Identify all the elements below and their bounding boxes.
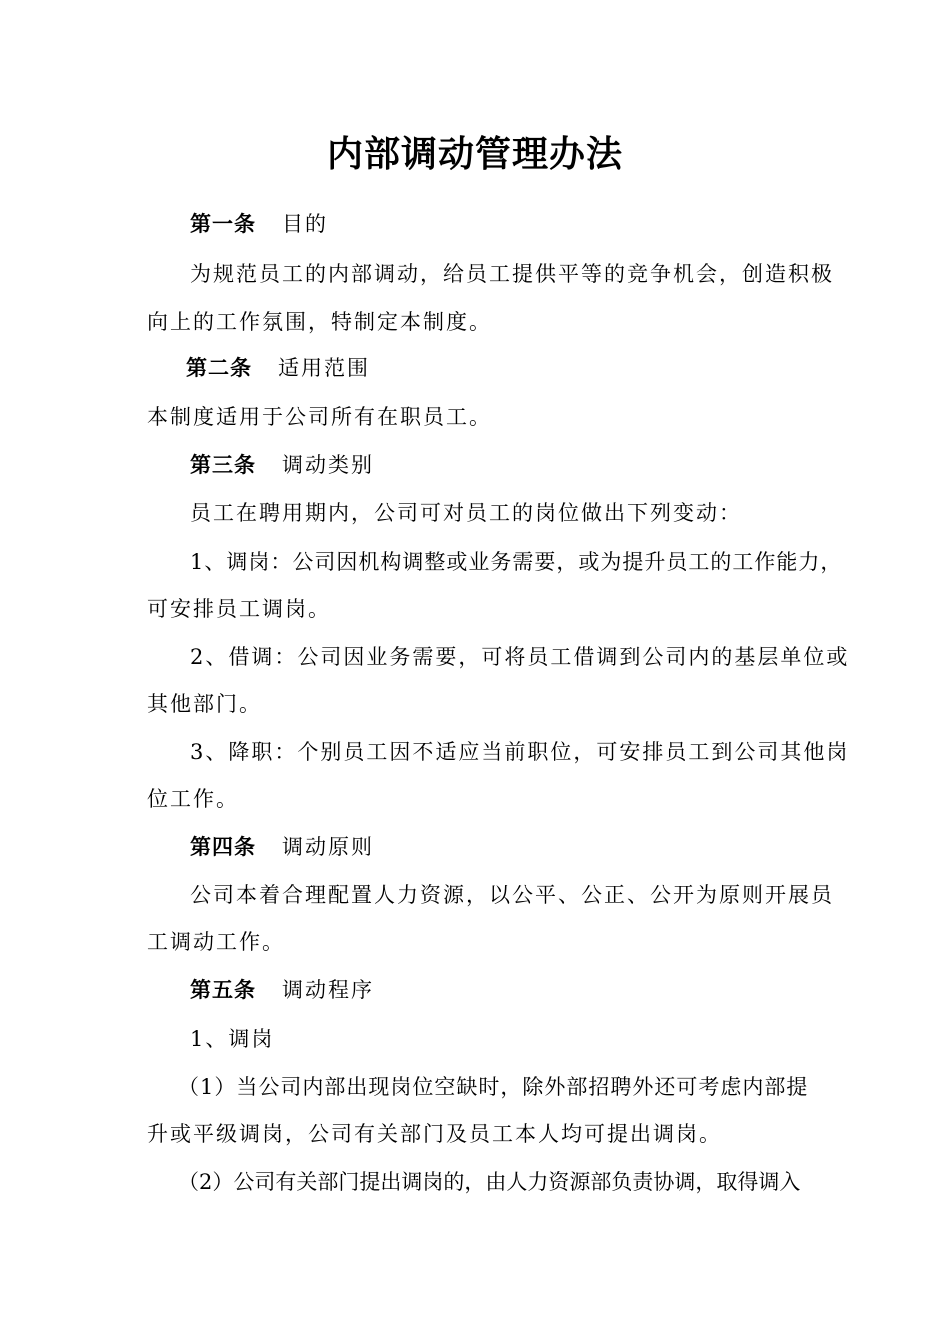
paragraph-line: 员工在聘用期内，公司可对员工的岗位做出下列变动： <box>190 501 742 525</box>
section-heading-5 <box>190 976 374 1004</box>
section-name: 调动类别 <box>282 453 374 477</box>
section-number: 第二条 <box>186 356 252 380</box>
paragraph-line: 公司本着合理配置人力资源，以公平、公正、公开为原则开展员 <box>190 883 834 907</box>
section-name: 调动原则 <box>282 835 374 859</box>
paragraph-line: 本制度适用于公司所有在职员工。 <box>147 405 492 429</box>
section-number: 第一条 <box>190 212 256 236</box>
paragraph-line: （1）当公司内部出现岗位空缺时，除外部招聘外还可考虑内部提 <box>178 1075 809 1099</box>
document-title: 内部调动管理办法 <box>326 134 623 175</box>
list-item-line: 可安排员工调岗。 <box>147 597 331 621</box>
list-item-line: 1、调岗：公司因机构调整或业务需要，或为提升员工的工作能力， <box>190 550 843 574</box>
section-name: 适用范围 <box>278 356 370 380</box>
section-heading-2 <box>186 354 370 382</box>
section-heading-1 <box>190 210 328 238</box>
list-item-line: 其他部门。 <box>147 692 262 716</box>
section-heading-4 <box>190 833 374 861</box>
list-item-line: 位工作。 <box>147 787 239 811</box>
paragraph-line: 向上的工作氛围，特制定本制度。 <box>147 310 492 334</box>
paragraph-line: 工调动工作。 <box>147 930 285 954</box>
list-item-line: 3、降职：个别员工因不适应当前职位，可安排员工到公司其他岗 <box>190 740 850 764</box>
section-number: 第四条 <box>190 835 256 859</box>
section-heading-3 <box>190 451 374 479</box>
paragraph-line: （2）公司有关部门提出调岗的，由人力资源部负责协调，取得调入 <box>178 1170 801 1194</box>
paragraph-line: 升或平级调岗，公司有关部门及员工本人均可提出调岗。 <box>147 1122 722 1146</box>
section-name: 目的 <box>282 212 328 236</box>
paragraph-line: 为规范员工的内部调动，给员工提供平等的竞争机会，创造积极 <box>190 262 834 286</box>
section-name: 调动程序 <box>282 978 374 1002</box>
list-item-line: 2、借调：公司因业务需要，可将员工借调到公司内的基层单位或 <box>190 645 850 669</box>
section-number: 第五条 <box>190 978 256 1002</box>
section-number: 第三条 <box>190 453 256 477</box>
subsection-heading: 1、调岗 <box>190 1027 275 1051</box>
